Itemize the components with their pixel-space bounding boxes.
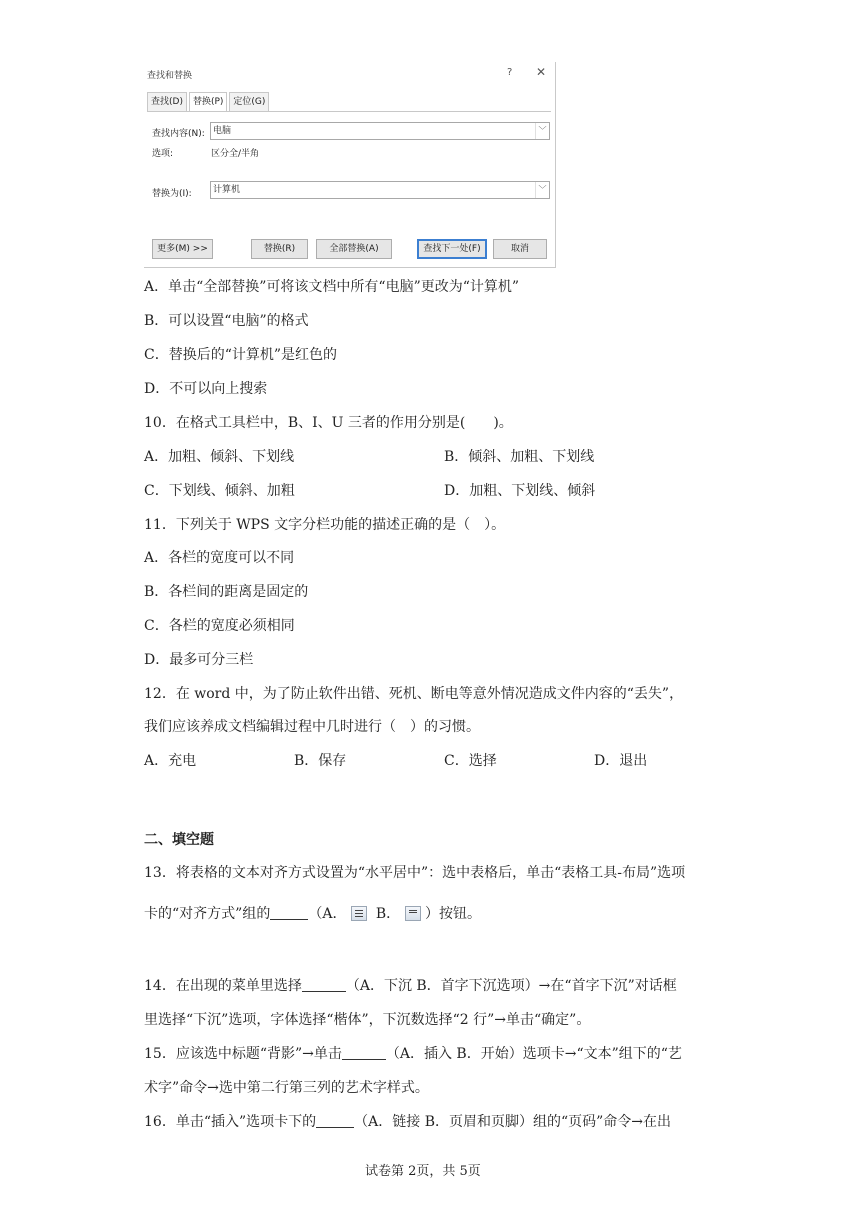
q15-text-b: （A．插入 B．开始）选项卡→“文本”组下的“艺	[385, 1046, 682, 1062]
replace-button[interactable]: 替换(R)	[251, 239, 308, 259]
q11-option-b: B．各栏间的距离是固定的	[144, 584, 309, 600]
options-label: 选项:	[152, 149, 174, 159]
q9-option-a: A．单击“全部替换”可将该文档中所有“电脑”更改为“计算机”	[144, 279, 520, 295]
chevron-down-icon[interactable]: ﹀	[535, 182, 549, 198]
tab-replace[interactable]: 替换(P)	[189, 92, 227, 112]
answer-blank[interactable]	[316, 1113, 354, 1128]
q12-option-b: B．保存	[294, 753, 347, 769]
q13-text-d: ）按钮。	[425, 906, 482, 922]
q12-option-d: D．退出	[594, 753, 648, 769]
q11-option-c: C．各栏的宽度必须相同	[144, 618, 295, 634]
q15-line1	[144, 1043, 682, 1063]
replace-all-button[interactable]: 全部替换(A)	[316, 239, 392, 259]
answer-blank[interactable]	[342, 1045, 386, 1060]
section-heading: 二、填空题	[144, 832, 214, 848]
replace-label: 替换为(I):	[152, 189, 192, 199]
chevron-down-icon[interactable]: ﹀	[535, 123, 549, 139]
q11-option-d: D．最多可分三栏	[144, 652, 254, 668]
answer-blank[interactable]	[302, 977, 346, 992]
q14-text-b: （A．下沉 B．首字下沉选项）→在“首字下沉”对话框	[345, 978, 677, 994]
cancel-button[interactable]: 取消	[493, 239, 547, 259]
q11-option-a: A．各栏的宽度可以不同	[144, 550, 295, 566]
q10-option-d: D．加粗、下划线、倾斜	[444, 483, 596, 499]
help-icon[interactable]: ?	[507, 67, 513, 78]
q12-stem-line1: 12．在 word 中，为了防止软件出错、死机、断电等意外情况造成文件内容的“丢失”，	[144, 686, 684, 702]
q10-option-a: A．加粗、倾斜、下划线	[144, 449, 295, 465]
q13-text-c: B．	[375, 906, 401, 922]
q16-text-b: （A．链接 B．页眉和页脚）组的“页码”命令→在出	[354, 1114, 672, 1130]
q9-option-b: B．可以设置“电脑”的格式	[144, 313, 309, 329]
q9-option-d: D．不可以向上搜索	[144, 381, 268, 397]
find-input[interactable]	[210, 122, 550, 140]
dialog-title: 查找和替换	[147, 71, 193, 81]
q12-option-c: C．选择	[444, 753, 497, 769]
q13-line2	[144, 903, 481, 923]
q13-text-a: 卡的“对齐方式”组的	[144, 906, 271, 922]
find-replace-dialog	[144, 62, 556, 268]
find-next-button[interactable]: 查找下一处(F)	[417, 239, 487, 259]
q16-line1	[144, 1111, 671, 1131]
q15-line2: 术字”命令→选中第二行第三列的艺术字样式。	[144, 1080, 429, 1096]
q10-stem: 10．在格式工具栏中，B、I、U 三者的作用分别是( )。	[144, 415, 513, 431]
q16-text-a: 16．单击“插入”选项卡下的	[144, 1114, 317, 1130]
q9-option-c: C．替换后的“计算机”是红色的	[144, 347, 338, 363]
find-input-value: 电脑	[213, 126, 232, 136]
align-top-center-icon	[405, 906, 421, 921]
replace-input[interactable]	[210, 181, 550, 199]
tab-divider	[147, 111, 551, 112]
q10-option-b: B．倾斜、加粗、下划线	[444, 449, 595, 465]
more-button[interactable]: 更多(M) >>	[152, 239, 213, 259]
page-footer: 试卷第 2页，共 5页	[365, 1164, 481, 1179]
tab-goto[interactable]: 定位(G)	[229, 92, 269, 111]
q13-line1: 13．将表格的文本对齐方式设置为“水平居中”：选中表格后，单击“表格工具-布局”选项	[144, 865, 686, 881]
q11-stem: 11．下列关于 WPS 文字分栏功能的描述正确的是（ ）。	[144, 517, 506, 533]
q12-stem-line2: 我们应该养成文档编辑过程中几时进行（ ）的习惯。	[144, 719, 480, 735]
dialog-tabs	[147, 92, 271, 111]
close-icon[interactable]: ✕	[536, 65, 547, 79]
options-value: 区分全/半角	[211, 149, 260, 159]
q15-text-a: 15．应该选中标题“背影”→单击	[144, 1046, 342, 1062]
q12-option-a: A．充电	[144, 753, 197, 769]
replace-input-value: 计算机	[213, 185, 241, 195]
tab-find[interactable]: 查找(D)	[147, 92, 187, 111]
q10-option-c: C．下划线、倾斜、加粗	[144, 483, 295, 499]
find-label: 查找内容(N):	[152, 129, 205, 139]
q13-text-b: （A．	[308, 906, 347, 922]
q14-line1	[144, 975, 677, 995]
q14-text-a: 14．在出现的菜单里选择	[144, 978, 302, 994]
align-center-icon	[351, 906, 367, 921]
q14-line2: 里选择“下沉”选项，字体选择“楷体”，下沉数选择“2 行”→单击“确定”。	[144, 1012, 591, 1028]
answer-blank[interactable]	[270, 905, 308, 920]
